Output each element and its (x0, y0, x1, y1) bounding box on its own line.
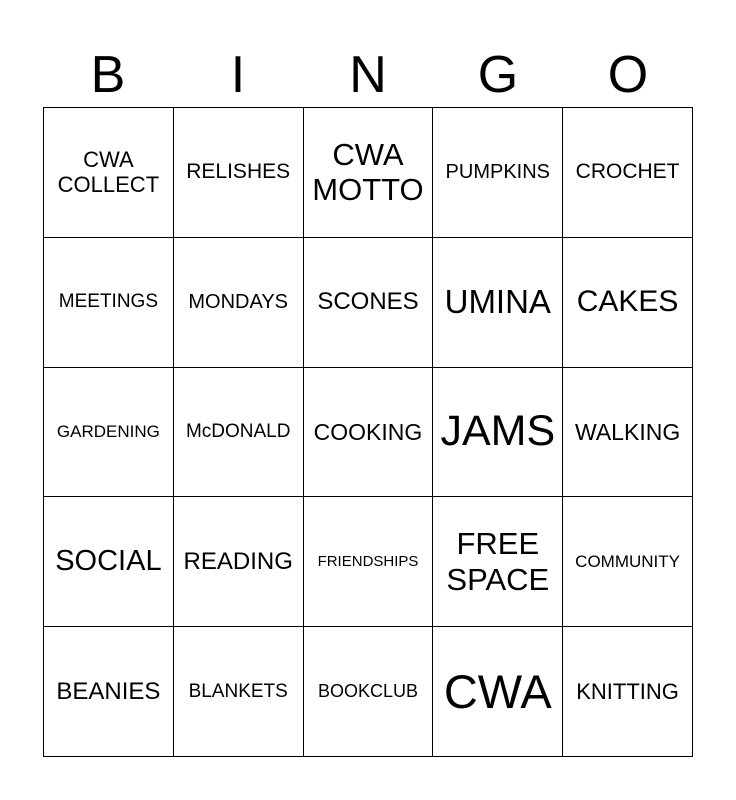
cell-label: McDONALD (185, 421, 291, 443)
bingo-cell[interactable] (44, 108, 174, 238)
bingo-cell[interactable] (44, 368, 174, 498)
bingo-cell[interactable] (433, 368, 563, 498)
bingo-cell[interactable] (174, 108, 304, 238)
header-letter-b: B (90, 46, 126, 104)
bingo-cell[interactable] (563, 627, 693, 757)
cell-label: UMINA (444, 283, 551, 321)
header-letter-n: N (349, 46, 387, 104)
cell-label: MEETINGS (58, 291, 159, 313)
bingo-cell[interactable] (304, 108, 434, 238)
cell-label: FRIENDSHIPS (317, 553, 419, 571)
header-letter-i: I (230, 46, 246, 104)
bingo-board (43, 107, 693, 757)
bingo-cell[interactable] (563, 108, 693, 238)
cell-label: CAKES (576, 284, 679, 318)
header-letter-g: G (477, 46, 519, 104)
bingo-cell[interactable] (304, 368, 434, 498)
bingo-cell[interactable] (304, 497, 434, 627)
cell-label: WALKING (574, 418, 681, 445)
bingo-cell[interactable] (433, 238, 563, 368)
cell-label: READING (183, 547, 293, 575)
bingo-cell[interactable] (433, 497, 563, 627)
bingo-cell[interactable] (563, 368, 693, 498)
cell-label: FREE SPACE (446, 526, 550, 597)
bingo-cell[interactable] (563, 238, 693, 368)
cell-label: SCONES (317, 288, 419, 316)
header-letter-o: O (607, 46, 649, 104)
bingo-cell[interactable] (174, 238, 304, 368)
bingo-cell[interactable] (304, 238, 434, 368)
cell-label: COOKING (313, 418, 423, 445)
cell-label: BLANKETS (188, 680, 288, 702)
bingo-cell[interactable] (304, 627, 434, 757)
cell-label: PUMPKINS (445, 160, 551, 183)
bingo-cell[interactable] (433, 108, 563, 238)
cell-label: GARDENING (56, 422, 160, 442)
cell-label: RELISHES (186, 160, 291, 184)
cell-label: CWA MOTTO (312, 136, 424, 208)
bingo-cell[interactable] (174, 497, 304, 627)
cell-label: CWA COLLECT (57, 147, 160, 198)
cell-label: MONDAYS (188, 290, 289, 313)
bingo-cell[interactable] (44, 497, 174, 627)
bingo-cell[interactable] (563, 497, 693, 627)
cell-label: SOCIAL (55, 545, 162, 578)
cell-label: KNITTING (576, 678, 679, 704)
cell-label: BEANIES (56, 677, 161, 705)
cell-label: COMMUNITY (575, 552, 680, 572)
bingo-cell[interactable] (174, 368, 304, 498)
bingo-cell[interactable] (174, 627, 304, 757)
bingo-cell[interactable] (44, 627, 174, 757)
cell-label: CROCHET (575, 160, 680, 184)
cell-label: JAMS (440, 407, 556, 456)
bingo-cell[interactable] (44, 238, 174, 368)
bingo-cell[interactable] (433, 627, 563, 757)
cell-label: CWA (443, 664, 552, 718)
bingo-header (43, 44, 693, 106)
cell-label: BOOKCLUB (317, 681, 418, 702)
